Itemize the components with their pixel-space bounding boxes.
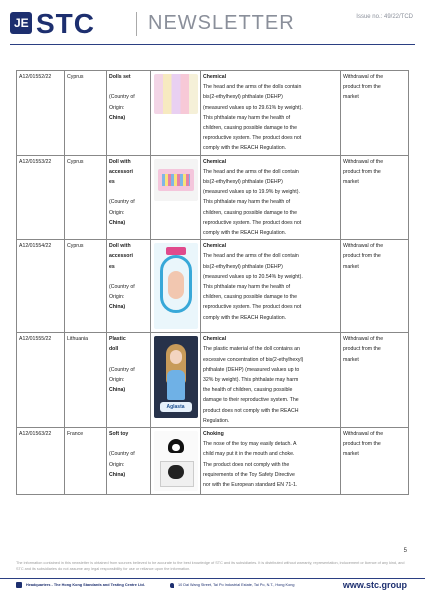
location-pin-icon <box>170 583 174 588</box>
doll-ring-photo <box>154 243 198 329</box>
risk-line: (measured values up to 19.9% by weight). <box>203 189 300 196</box>
risk-cell <box>201 333 341 428</box>
origin-value: China) <box>109 114 126 121</box>
risk-line: reproductive system. The product does not <box>203 304 302 311</box>
photo-cell <box>151 240 201 333</box>
product-cell <box>107 240 151 333</box>
product-name: es <box>109 263 115 270</box>
risk-line: phthalate (DEHP) (measured values up to <box>203 366 300 373</box>
risk-line: (measured values up to 29.61% by weight). <box>203 104 303 111</box>
risk-cell <box>201 428 341 495</box>
building-icon <box>16 582 22 588</box>
product-name: doll <box>109 346 119 353</box>
product-name: Soft toy <box>109 431 129 438</box>
ref-cell: A12/01563/22 <box>17 428 65 495</box>
ref-cell: A12/01552/22 <box>17 71 65 156</box>
ref-cell: A12/01555/22 <box>17 333 65 428</box>
risk-type: Chemical <box>203 336 227 343</box>
origin-label: Origin: <box>109 294 125 301</box>
page-number: 5 <box>403 548 407 554</box>
origin-label: (Country of <box>109 366 135 373</box>
headquarters-text: Headquarters - The Hong Kong Standards and Testing Centre Ltd. <box>26 583 145 587</box>
risk-line: product does not comply with the REACH <box>203 407 299 414</box>
product-name: Dolls set <box>109 74 131 80</box>
photo-cell <box>151 155 201 240</box>
product-cell <box>107 333 151 428</box>
product-name: Doll with <box>109 243 131 250</box>
table-row <box>17 428 409 495</box>
country-cell: Cyprus <box>65 155 107 240</box>
risk-line: bis(2-ethylhexyl) phthalate (DEHP) <box>203 263 283 270</box>
measure-line: market <box>343 356 359 363</box>
doll-accessories-photo <box>154 159 198 201</box>
risk-line: This phthalate may harm the health of <box>203 199 291 206</box>
risk-line: The plastic material of the doll contains an <box>203 346 300 353</box>
origin-value: China) <box>109 304 126 311</box>
risk-line: comply with the REACH Regulation. <box>203 314 287 321</box>
risk-line: (measured values up to 20.54% by weight). <box>203 273 303 280</box>
origin-label: Origin: <box>109 104 125 111</box>
risk-line: children, causing possible damage to the <box>203 209 298 216</box>
ref-cell: A12/01553/22 <box>17 155 65 240</box>
measure-line: product from the <box>343 84 381 91</box>
risk-line: excessive concentration of bis(2-ethylhexyl) <box>203 356 304 363</box>
risk-line: damage to their reproductive system. The <box>203 397 299 404</box>
origin-label: (Country of <box>109 451 135 458</box>
dolls-set-photo <box>154 74 198 114</box>
product-cell <box>107 155 151 240</box>
website-link[interactable]: www.stc.group <box>342 580 407 590</box>
product-name: Plastic <box>109 336 126 343</box>
risk-line: The head and the arms of the doll contain <box>203 168 299 175</box>
risk-line: reproductive system. The product does not <box>203 135 302 142</box>
newsletter-title: NEWSLETTER <box>148 12 295 34</box>
origin-value: China) <box>109 387 126 394</box>
risk-cell <box>201 240 341 333</box>
measure-line: market <box>343 94 359 101</box>
origin-label: (Country of <box>109 284 135 291</box>
header-divider <box>136 12 137 36</box>
country-cell: France <box>65 428 107 495</box>
risk-cell <box>201 71 341 156</box>
risk-line: The head and the arms of the doll contain <box>203 253 299 260</box>
risk-line: reproductive system. The product does not <box>203 219 302 226</box>
brand-name: STC <box>36 8 95 39</box>
disclaimer: The information contained in this newsletter is obtained from sources believed to be accurate to the best knowledge of STC and its subsidiaries. It is distributed without warranty, representation, inducement or licence of any kind, and STC and its subsidiaries do not assume any legal responsibility for use or reliance upon the information. <box>16 561 405 571</box>
measure-cell <box>341 240 409 333</box>
package-logo-text: Aglasta <box>160 402 192 412</box>
risk-line: This phthalate may harm the health of <box>203 114 291 121</box>
measure-cell <box>341 155 409 240</box>
risk-line: 32% by weight). This phthalate may harm <box>203 377 299 384</box>
measure-line: Withdrawal of the <box>343 431 384 438</box>
measure-cell <box>341 428 409 495</box>
measure-line: product from the <box>343 346 381 353</box>
measure-line: product from the <box>343 168 381 175</box>
risk-line: Regulation. <box>203 417 230 424</box>
risk-type: Chemical <box>203 158 227 165</box>
country-cell: Lithuania <box>65 333 107 428</box>
issue-number: Issue no.: 49/22/TCD <box>356 14 413 20</box>
table-row <box>17 333 409 428</box>
origin-label: (Country of <box>109 199 135 206</box>
product-name: es <box>109 179 115 186</box>
page-header <box>0 0 425 44</box>
table-row <box>17 240 409 333</box>
country-cell: Cyprus <box>65 240 107 333</box>
address-text: 10 Dai Wang Street, Tai Po Industrial Estate, Tai Po, N.T., Hong Kong <box>178 583 295 587</box>
product-name: accessori <box>109 168 133 175</box>
risk-line: The head and the arms of the dolls contain <box>203 84 302 91</box>
measure-line: market <box>343 451 359 458</box>
risk-line: bis(2-ethylhexyl) phthalate (DEHP) <box>203 179 283 186</box>
risk-type: Chemical <box>203 74 227 80</box>
risk-line: children, causing possible damage to the <box>203 125 298 132</box>
risk-line: The product does not comply with the <box>203 461 290 468</box>
origin-label: Origin: <box>109 209 125 216</box>
plastic-doll-photo <box>154 336 198 418</box>
measure-cell <box>341 71 409 156</box>
risk-line: comply with the REACH Regulation. <box>203 145 287 152</box>
risk-line: the health of children, causing possible <box>203 387 293 394</box>
measure-line: Withdrawal of the <box>343 336 384 343</box>
measure-line: Withdrawal of the <box>343 74 384 80</box>
risk-line: children, causing possible damage to the <box>203 294 298 301</box>
measure-line: market <box>343 179 359 186</box>
soft-toy-photo <box>154 431 198 491</box>
table-row <box>17 71 409 156</box>
risk-type: Chemical <box>203 243 227 250</box>
risk-line: bis(2-ethylhexyl) phthalate (DEHP) <box>203 94 283 101</box>
risk-cell <box>201 155 341 240</box>
header-rule <box>10 44 415 45</box>
measure-line: market <box>343 263 359 270</box>
risk-line: This phthalate may harm the health of <box>203 284 291 291</box>
photo-cell <box>151 333 201 428</box>
table-row <box>17 155 409 240</box>
risk-line: comply with the REACH Regulation. <box>203 230 287 237</box>
product-cell <box>107 428 151 495</box>
product-name: accessori <box>109 253 133 260</box>
photo-cell <box>151 428 201 495</box>
measure-cell <box>341 333 409 428</box>
country-cell: Cyprus <box>65 71 107 156</box>
product-cell <box>107 71 151 156</box>
origin-label: (Country of <box>109 94 135 101</box>
origin-value: China) <box>109 471 126 478</box>
recall-table <box>16 70 409 495</box>
footer-rule <box>0 578 425 579</box>
origin-label: Origin: <box>109 461 125 468</box>
risk-line: The nose of the toy may easily detach. A <box>203 441 297 448</box>
origin-value: China) <box>109 219 126 226</box>
ref-cell: A12/01554/22 <box>17 240 65 333</box>
measure-line: product from the <box>343 441 381 448</box>
measure-line: product from the <box>343 253 381 260</box>
measure-line: Withdrawal of the <box>343 243 384 250</box>
risk-line: requirements of the Toy Safety Directive <box>203 471 295 478</box>
stc-logo-icon <box>10 12 32 34</box>
origin-label: Origin: <box>109 377 125 384</box>
measure-line: Withdrawal of the <box>343 158 384 165</box>
product-name: Doll with <box>109 158 131 165</box>
photo-cell <box>151 71 201 156</box>
risk-type: Choking <box>203 431 224 438</box>
logo-mark: JE <box>14 16 29 30</box>
risk-line: nor with the European standard EN 71-1. <box>203 482 298 489</box>
risk-line: child may put it in the mouth and choke. <box>203 451 295 458</box>
